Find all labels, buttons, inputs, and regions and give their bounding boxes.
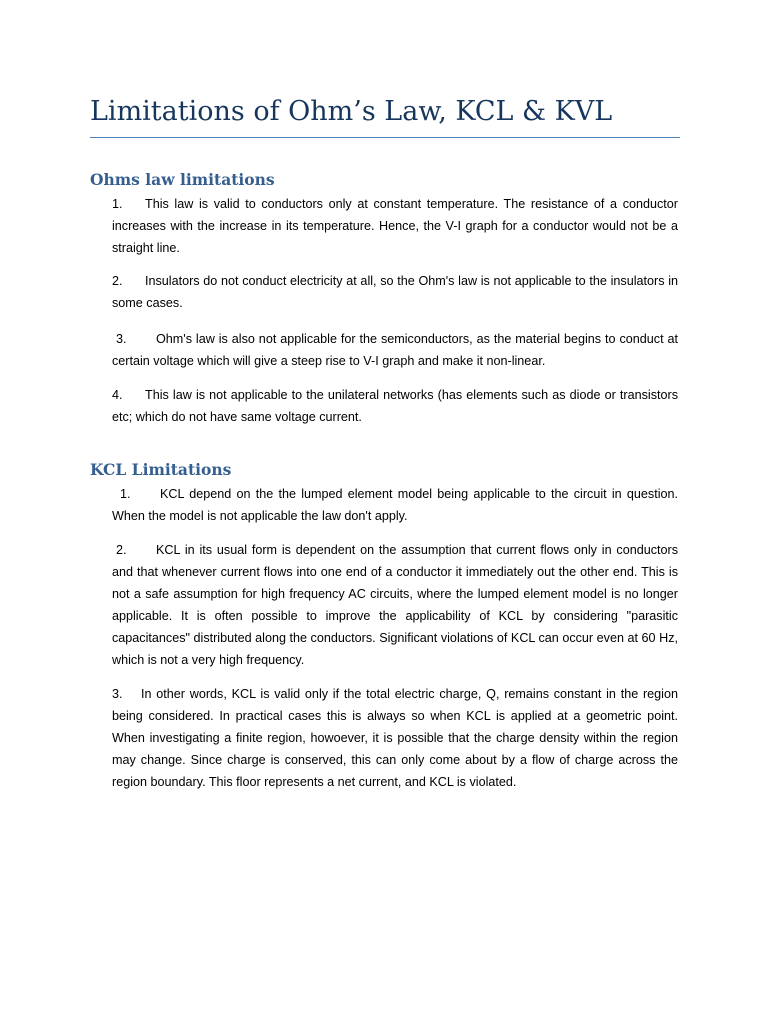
kcl-limitation-item-3: [112, 683, 678, 793]
kcl-limitation-item-2: [112, 539, 678, 671]
section-heading-kcl: KCL Limitations: [90, 460, 232, 479]
ohms-limitation-item-2: [112, 270, 678, 314]
item-text: This law is not applicable to the unilateral networks (has elements such as diode or transistors etc; which do not have same voltage current.: [112, 388, 678, 424]
item-text: Insulators do not conduct electricity at all, so the Ohm's law is not applicable to the insulators in some cases.: [112, 274, 678, 310]
item-number: 3.: [116, 332, 127, 346]
ohms-limitation-item-4: [112, 384, 678, 428]
ohms-limitation-item-1: [112, 193, 678, 259]
item-number: 1.: [120, 487, 131, 501]
item-number: 4.: [112, 388, 123, 402]
document-title: Limitations of Ohm’s Law, KCL & KVL: [90, 96, 613, 127]
item-number: 3.: [112, 687, 123, 701]
ohms-limitation-item-3: [112, 328, 678, 372]
item-number: 1.: [112, 197, 123, 211]
item-text: This law is valid to conductors only at constant temperature. The resistance of a conductor increases with the increase in its temperature. Hence, the V-I graph for a conductor would not be a straight line.: [112, 197, 678, 255]
item-text: In other words, KCL is valid only if the total electric charge, Q, remains constant in the region being considered. In practical cases this is always so when KCL is applied at a geometric point. When investigating a finite region, howoever, it is possible that the charge density within the region may change. Since charge is conserved, this can only come about by a flow of charge across the region boundary. This floor represents a net current, and KCL is violated.: [112, 687, 678, 789]
section-heading-ohms-law: Ohms law limitations: [90, 170, 275, 189]
item-number: 2.: [116, 543, 127, 557]
item-text: KCL depend on the the lumped element model being applicable to the circuit in question. When the model is not applicable the law don't apply.: [112, 487, 678, 523]
item-number: 2.: [112, 274, 123, 288]
item-text: Ohm's law is also not applicable for the semiconductors, as the material begins to conduct at certain voltage which will give a steep rise to V-I graph and make it non-linear.: [112, 332, 678, 368]
kcl-limitation-item-1: [112, 483, 678, 527]
title-underline: [90, 137, 680, 138]
item-text: KCL in its usual form is dependent on the assumption that current flows only in conductors and that whenever current flows into one end of a conductor it immediately out the other end. This is not a safe assumption for high frequency AC circuits, where the lumped element model is no longer applicable. It is often possible to improve the applicability of KCL by considering "parasitic capacitances" distributed along the conductors. Significant violations of KCL can occur even at 60 Hz, which is not a very high frequency.: [112, 543, 678, 667]
